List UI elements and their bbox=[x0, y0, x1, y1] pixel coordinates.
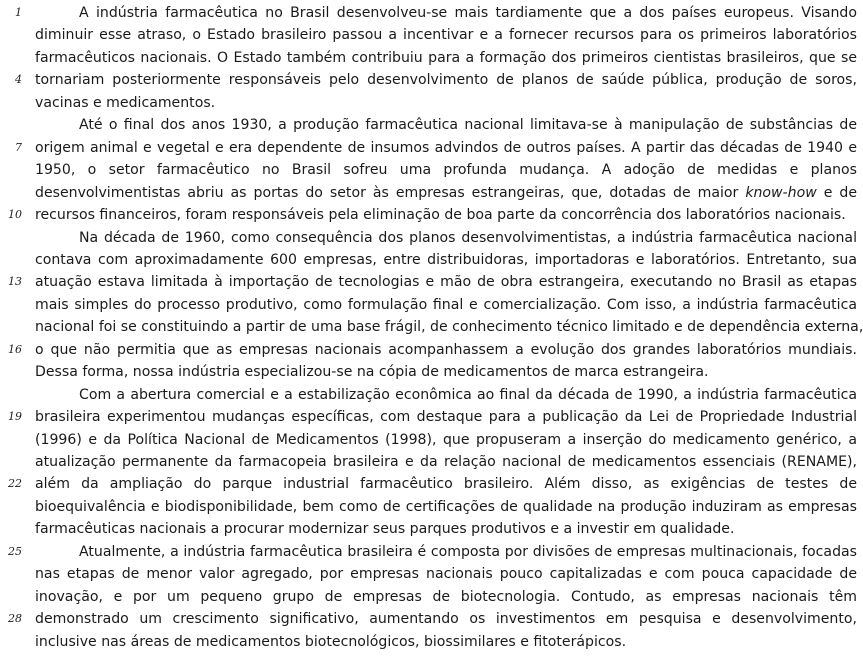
line-number: 16 bbox=[8, 342, 22, 356]
line-text bbox=[35, 317, 863, 337]
text-run: A indústria farmacêutica no Brasil desenvolveu-se mais tardiamente que a dos países europeus. Visando bbox=[79, 5, 857, 21]
line-text bbox=[35, 295, 857, 315]
text-run: bioequivalência e biodisponibilidade, bem como de certificações de qualidade na produção induziram as empresas bbox=[35, 498, 857, 515]
italic-term: know-how bbox=[745, 184, 817, 201]
text-run: Até o final dos anos 1930, a produção farmacêutica nacional limitava-se à manipulação de substâncias de bbox=[79, 117, 857, 134]
text-line bbox=[0, 250, 863, 272]
line-number: 28 bbox=[8, 612, 22, 626]
line-number: 7 bbox=[15, 140, 22, 154]
line-text bbox=[35, 564, 857, 584]
text-line bbox=[0, 48, 863, 70]
text-line bbox=[0, 519, 863, 541]
text-run: brasileira experimentou mudanças específicas, com destaque para a publicação da Lei de Propriedade Industrial bbox=[35, 409, 857, 426]
text-line bbox=[0, 115, 863, 137]
text-line bbox=[0, 340, 863, 362]
text-run: nas etapas de menor valor agregado, por empresas nacionais pouco capitalizadas e com pouca capacidade de bbox=[35, 566, 857, 583]
text-run: inovação, e por um pequeno grupo de empresas de biotecnologia. Contudo, as empresas nacionais têm bbox=[35, 588, 857, 605]
text-line bbox=[0, 542, 863, 564]
line-text bbox=[79, 3, 857, 23]
text-line bbox=[0, 160, 863, 182]
text-line bbox=[0, 25, 863, 47]
text-line bbox=[0, 138, 863, 160]
line-text bbox=[79, 228, 857, 248]
line-text bbox=[35, 407, 857, 427]
text-run: (1996) e da Política Nacional de Medicamentos (1998), que propuseram a inserção do medicamento genérico, a bbox=[35, 431, 857, 448]
line-text bbox=[35, 138, 857, 158]
line-number: 10 bbox=[8, 208, 22, 222]
line-text bbox=[79, 542, 857, 562]
line-text bbox=[35, 497, 857, 517]
line-number: 25 bbox=[8, 544, 22, 558]
text-run: origem animal e vegetal e era dependente de insumos advindos de outros países. A partir das décadas de 1940 e bbox=[35, 139, 857, 156]
text-run: farmacêuticos nacionais. O Estado também contribuiu para a formação dos primeiros cientistas brasileiros, que se bbox=[35, 49, 857, 66]
line-text bbox=[35, 452, 857, 472]
text-run: demonstrado um crescimento significativo, aumentando os investimentos em pesquisa e desenvolvimento, bbox=[35, 611, 857, 628]
text-line bbox=[0, 407, 863, 429]
text-run: Na década de 1960, como consequência dos planos desenvolvimentistas, a indústria farmacêutica nacional bbox=[79, 229, 857, 246]
line-text bbox=[35, 160, 857, 180]
line-text bbox=[35, 609, 857, 629]
text-run: o que não permitia que as empresas nacionais acompanhassem a evolução dos grandes laboratórios mundiais. bbox=[35, 341, 857, 358]
text-run: Dessa forma, nossa indústria especializou-se na cópia de medicamentos de marca estrangeira. bbox=[35, 364, 709, 381]
line-text bbox=[35, 205, 857, 225]
line-text bbox=[35, 430, 857, 450]
line-text bbox=[35, 519, 857, 539]
line-text bbox=[35, 340, 857, 360]
text-run: farmacêuticas nacionais a procurar modernizar seus parques produtivos e a investir em qualidade. bbox=[35, 521, 735, 538]
text-run: atuação estava limitada à importação de tecnologias e mão de obra estrangeira, executando no Brasil as etapas bbox=[35, 274, 857, 291]
text-line bbox=[0, 564, 863, 586]
text-line bbox=[0, 587, 863, 609]
text-line bbox=[0, 430, 863, 452]
line-text bbox=[35, 272, 857, 292]
text-run: e de bbox=[816, 184, 858, 201]
line-text bbox=[79, 385, 857, 405]
text-run: desenvolvimentistas abriu as portas do setor às empresas estrangeiras, que, dotadas de maior bbox=[35, 184, 746, 201]
text-line bbox=[0, 385, 863, 407]
line-number: 19 bbox=[8, 410, 22, 424]
text-line bbox=[0, 70, 863, 92]
line-text bbox=[79, 115, 857, 135]
line-text bbox=[35, 25, 857, 45]
line-number: 22 bbox=[8, 477, 22, 491]
text-run: inclusive nas áreas de medicamentos biotecnológicos, biossimilares e fitoterápicos. bbox=[35, 633, 627, 650]
line-text bbox=[35, 587, 857, 607]
line-text bbox=[35, 474, 857, 494]
text-line bbox=[0, 3, 863, 25]
line-text bbox=[35, 93, 857, 113]
text-run: Com a abertura comercial e a estabilização econômica ao final da década de 1990, a indústria farmacêutica bbox=[79, 386, 857, 403]
text-run: Atualmente, a indústria farmacêutica brasileira é composta por divisões de empresas multinacionais, focadas bbox=[79, 543, 857, 560]
line-text bbox=[35, 632, 857, 652]
text-line bbox=[0, 317, 863, 339]
text-run: 1950, o setor farmacêutico no Brasil sofreu uma profunda mudança. A adoção de medidas e planos bbox=[35, 162, 857, 179]
text-line bbox=[0, 497, 863, 519]
text-line bbox=[0, 93, 863, 115]
line-text bbox=[35, 183, 857, 203]
text-run: tornariam posteriormente responsáveis pelo desenvolvimento de planos de saúde pública, produção de soros, bbox=[35, 72, 857, 89]
line-text bbox=[35, 362, 857, 382]
line-text bbox=[35, 48, 857, 68]
text-line bbox=[0, 362, 863, 384]
text-run: atualização permanente da farmacopeia brasileira e da relação nacional de medicamentos essenciais (RENAME), bbox=[35, 454, 857, 470]
text-run: vacinas e medicamentos. bbox=[35, 94, 216, 111]
text-line bbox=[0, 295, 863, 317]
text-line bbox=[0, 452, 863, 474]
line-number: 13 bbox=[8, 275, 22, 289]
line-number: 1 bbox=[15, 6, 22, 19]
text-line bbox=[0, 183, 863, 205]
text-run: contava com aproximadamente 600 empresas, entre distribuidoras, importadoras e laboratórios. Entretanto, sua bbox=[35, 251, 857, 268]
line-number: 4 bbox=[15, 73, 22, 87]
text-line bbox=[0, 474, 863, 496]
text-run: recursos financeiros, foram responsáveis pela eliminação de boa parte da concorrência dos laboratórios nacionais. bbox=[35, 207, 846, 224]
text-run: além da ampliação do parque industrial farmacêutico brasileiro. Além disso, as exigências de testes de bbox=[35, 476, 857, 493]
text-line bbox=[0, 609, 863, 631]
text-line bbox=[0, 632, 863, 654]
text-line bbox=[0, 272, 863, 294]
text-run: mais simples do processo produtivo, como formulação final e comercialização. Com isso, a indústria farmacêutica bbox=[35, 296, 857, 313]
text-line bbox=[0, 205, 863, 227]
text-line bbox=[0, 228, 863, 250]
text-run: nacional foi se constituindo a partir de uma base frágil, de conhecimento técnico limitado e de dependência externa, bbox=[35, 319, 863, 336]
line-text bbox=[35, 250, 857, 270]
text-run: diminuir esse atraso, o Estado brasileiro passou a incentivar e a fornecer recursos para os primeiros laboratórios bbox=[35, 27, 857, 44]
line-text bbox=[35, 70, 857, 90]
